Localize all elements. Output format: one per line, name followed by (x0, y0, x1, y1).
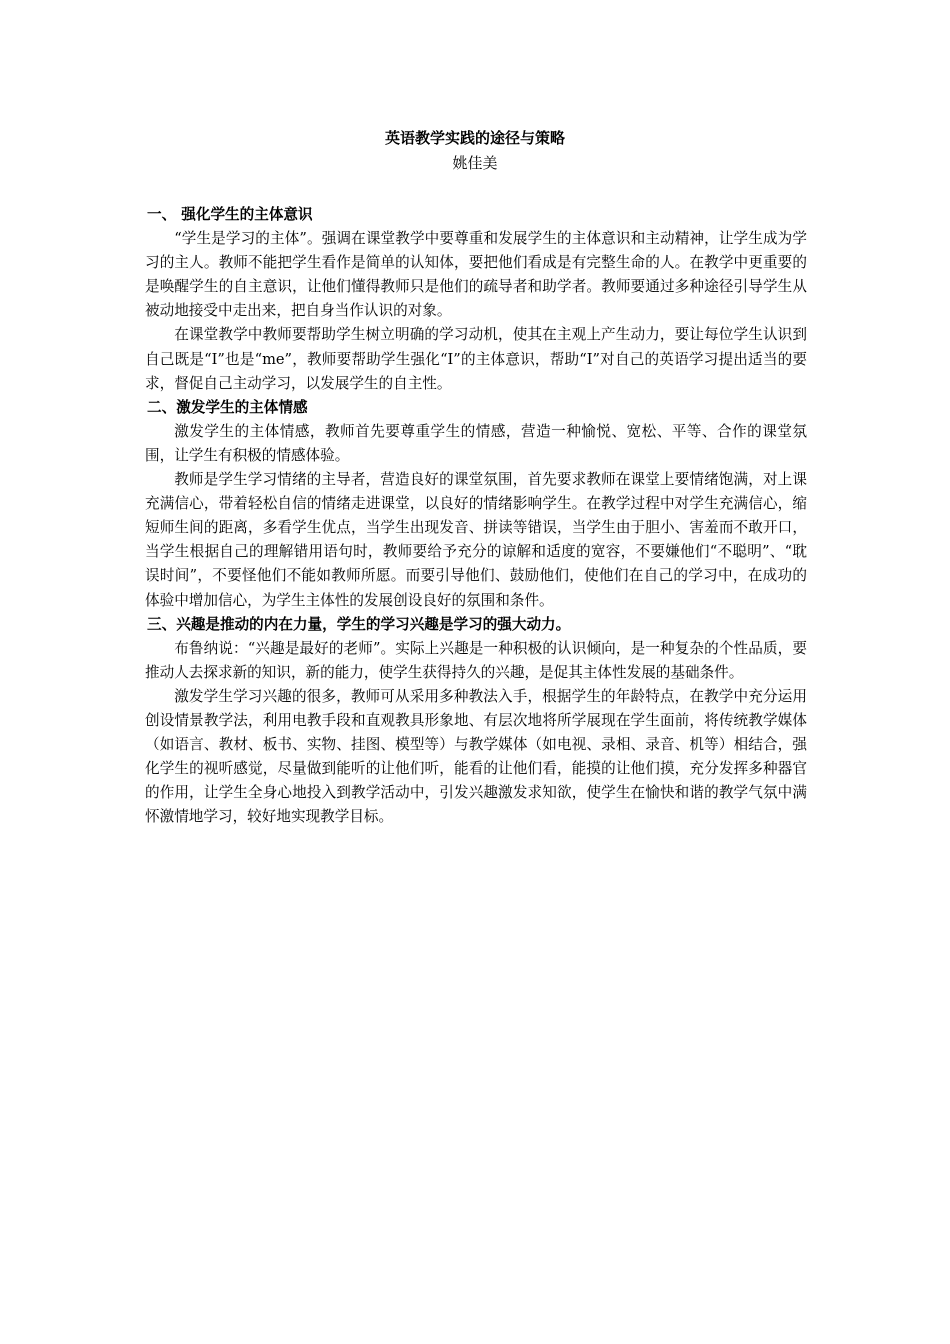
section-1-heading: 一、 强化学生的主体意识 (147, 206, 313, 223)
section-3-heading: 三、兴趣是推动的内在力量，学生的学习兴趣是学习的强大动力。 (147, 615, 571, 633)
document-author: 姚佳美 (452, 154, 498, 172)
section-3-paragraph-1: 布鲁纳说：“兴趣是最好的老师”。实际上兴趣是一种积极的认识倾向，是一种复杂的个性品质，要推动人去探求新的知识，新的能力，使学生获得持久的兴趣，是促其主体性发展的基础条件。 (145, 639, 807, 681)
document-body (145, 203, 807, 829)
section-2-paragraph-1: 激发学生的主体情感，教师首先要尊重学生的情感，营造一种愉悦、宽松、平等、合作的课堂氛围，让学生有积极的情感体验。 (145, 422, 807, 464)
section-1-paragraph-1: “学生是学习的主体”。强调在课堂教学中要尊重和发展学生的主体意识和主动精神，让学生成为学习的主人。教师不能把学生看作是简单的认知体，要把他们看成是有完整生命的人。在教学中更重要的是唤醒学生的自主意识，让他们懂得教师只是他们的疏导者和助学者。教师要通过多种途径引导学生从被动地接受中走出来，把自身当作认识的对象。 (145, 230, 807, 320)
section-2-heading: 二、激发学生的主体情感 (147, 398, 308, 416)
section-3-paragraph-2: 激发学生学习兴趣的很多，教师可从采用多种教法入手，根据学生的年龄特点，在教学中充分运用创设情景教学法，利用电教手段和直观教具形象地、有层次地将所学展现在学生面前，将传统教学媒体（如语言、教材、板书、实物、挂图、模型等）与教学媒体（如电视、录相、录音、机等）相结合，强化学生的视听感觉，尽量做到能听的让他们听，能看的让他们看，能摸的让他们摸，充分发挥多种器官的作用，让学生全身心地投入到教学活动中，引发兴趣激发求知欲，使学生在愉快和谐的教学气氛中满怀激情地学习，较好地实现教学目标。 (145, 687, 807, 826)
section-1-paragraph-2: 在课堂教学中教师要帮助学生树立明确的学习动机，使其在主观上产生动力，要让每位学生认识到自己既是“I”也是“me”，教师要帮助学生强化“I”的主体意识，帮助“I”对自己的英语学习提出适当的要求，督促自己主动学习，以发展学生的自主性。 (145, 326, 807, 392)
section-2-paragraph-2: 教师是学生学习情绪的主导者，营造良好的课堂氛围，首先要求教师在课堂上要情绪饱满，对上课充满信心，带着轻松自信的情绪走进课堂，以良好的情绪影响学生。在教学过程中对学生充满信心，缩短师生间的距离，多看学生优点，当学生出现发音、拼读等错误，当学生由于胆小、害羞而不敢开口，当学生根据自己的理解错用语句时，教师要给予充分的谅解和适度的宽容，不要嫌他们“不聪明”、“耽误时间”，不要怪他们不能如教师所愿。而要引导他们、鼓励他们，使他们在自己的学习中，在成功的体验中增加信心，为学生主体性的发展创设良好的氛围和条件。 (145, 471, 807, 609)
document-title: 英语教学实践的途径与策略 (384, 129, 565, 147)
